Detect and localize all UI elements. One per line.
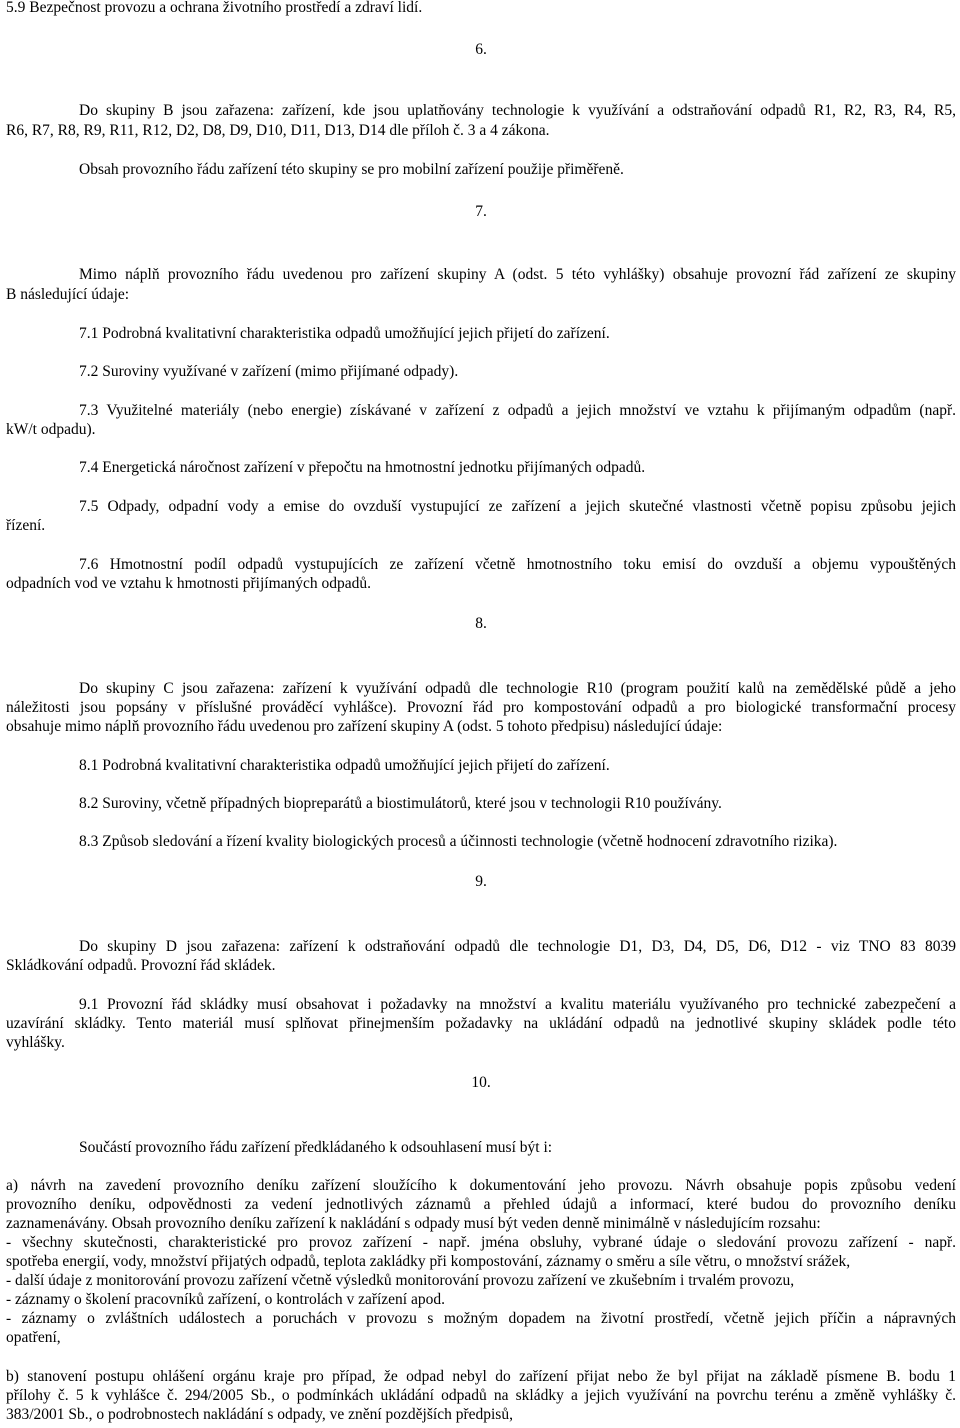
paragraph-line: odpadních vod ve vztahu k hmotnosti přijímaných odpadů. (6, 575, 372, 592)
paragraph-line: obsahuje mimo náplň provozního řádu uvedenou pro zařízení skupiny A (odst. 5 tohoto předpisu) následující údaje: (6, 718, 723, 735)
section-heading-5-9: 5.9 Bezpečnost provozu a ochrana životního prostředí a zdraví lidí. (6, 0, 423, 16)
paragraph-line: opatření, (6, 1329, 61, 1346)
paragraph-line: uzavírání skládky. Tento materiál musí splňovat přinejmenším požadavky na ukládání odpadů na jednotlivé skupiny skládek podle této (6, 1015, 956, 1032)
paragraph-line: - další údaje z monitorování provozu zařízení včetně výsledků monitorování provozu zařízení ve zkušebním i trvalém provozu, (6, 1272, 795, 1289)
list-item-8-2: 8.2 Suroviny, včetně případných biopreparátů a biostimulátorů, které jsou v technologii R10 používány. (79, 795, 722, 812)
list-item-7-5: 7.5 Odpady, odpadní vody a emise do ovzduší vystupující ze zařízení a jejich skutečné vlastnosti včetně popisu způsobu jejich (79, 498, 956, 515)
list-item-7-3: 7.3 Využitelné materiály (nebo energie) získávané v zařízení z odpadů a jejich množství ve vztahu k přijímaným odpadům (např. (79, 402, 956, 419)
section-number-8: 8. (475, 615, 487, 632)
paragraph-line: provozního deníku, odpovědnosti za vedení jednotlivých záznamů a přehled údajů a informací, které budou do provozního deníku (6, 1196, 956, 1213)
section-number-9: 9. (475, 873, 487, 890)
list-item-8-3: 8.3 Způsob sledování a řízení kvality biologických procesů a účinnosti technologie (včetně hodnocení zdravotního rizika). (79, 833, 838, 850)
paragraph-line: Mimo náplň provozního řádu uvedenou pro zařízení skupiny A (odst. 5 této vyhlášky) obsahuje provozní řád zařízení ze skupiny (79, 266, 956, 283)
paragraph-line: B následující údaje: (6, 286, 130, 303)
paragraph-line: přílohy č. 5 k vyhlášce č. 294/2005 Sb., o podmínkách ukládání odpadů na skládky a jejich využívání na povrchu terénu a změně vyhlášky č. (6, 1387, 956, 1404)
paragraph-line: - záznamy o zvláštních událostech a poruchách v provozu s možným dopadem na životní prostředí, včetně jejich příčin a nápravných (6, 1310, 956, 1327)
list-item-a: a) návrh na zavedení provozního deníku zařízení sloužícího k dokumentování jeho provozu. Návrh obsahuje popis způsobu vedení (6, 1177, 956, 1194)
paragraph-line: Do skupiny D jsou zařazena: zařízení k odstraňování odpadů dle technologie D1, D3, D4, D5, D6, D12 - viz TNO 83 8039 (79, 938, 956, 955)
paragraph-line: Součástí provozního řádu zařízení předkládaného k odsouhlasení musí být i: (79, 1139, 553, 1156)
paragraph-line: řízení. (6, 517, 46, 534)
paragraph-line: spotřeba energií, vody, množství přijatých odpadů, teplota zakládky při kompostování, záznamy o směru a síle větru, o množství srážek, (6, 1253, 851, 1270)
list-item-8-1: 8.1 Podrobná kvalitativní charakteristika odpadů umožňující jejich přijetí do zařízení. (79, 757, 610, 774)
paragraph-line: Obsah provozního řádu zařízení této skupiny se pro mobilní zařízení použije přiměřeně. (79, 161, 624, 178)
paragraph-line: 383/2001 Sb., o podrobnostech nakládání s odpady, ve znění pozdějších předpisů, (6, 1406, 513, 1423)
paragraph-line: Do skupiny C jsou zařazena: zařízení k využívání odpadů dle technologie R10 (program použití kalů na zemědělské půdě a jeho (79, 680, 956, 697)
list-item-7-6: 7.6 Hmotnostní podíl odpadů vystupujících ze zařízení včetně hmotnostního toku emisí do ovzduší a objemu vypouštěných (79, 556, 956, 573)
section-number-7: 7. (475, 203, 487, 220)
paragraph-line: R6, R7, R8, R9, R11, R12, D2, D8, D9, D10, D11, D13, D14 dle příloh č. 3 a 4 zákona. (6, 122, 550, 139)
paragraph-line: zaznamenávány. Obsah provozního deníku zařízení k nakládání s odpady musí být veden denně minimálně v následujícím rozsahu: (6, 1215, 821, 1232)
section-number-6: 6. (475, 41, 487, 58)
list-item-7-4: 7.4 Energetická náročnost zařízení v přepočtu na hmotnostní jednotku přijímaných odpadů. (79, 459, 646, 476)
section-number-10: 10. (471, 1074, 491, 1091)
paragraph-line: vyhlášky. (6, 1034, 65, 1051)
list-item-9-1: 9.1 Provozní řád skládky musí obsahovat i požadavky na množství a kvalitu materiálu využívaného pro technické zabezpečení a (79, 996, 956, 1013)
list-item-7-1: 7.1 Podrobná kvalitativní charakteristika odpadů umožňující jejich přijetí do zařízení. (79, 325, 610, 342)
list-item-b: b) stanovení postupu ohlášení orgánu kraje pro případ, že odpad nebyl do zařízení přijat nebo že byl přijat na základě písmene B. bodu 1 (6, 1368, 956, 1385)
paragraph-line: náležitosti jsou popsány v příslušné prováděcí vyhlášce). Provozní řád pro kompostování odpadů a pro biologické transformační procesy (6, 699, 956, 716)
paragraph-line: Do skupiny B jsou zařazena: zařízení, kde jsou uplatňovány technologie k využívání a odstraňování odpadů R1, R2, R3, R4, R5, (79, 102, 956, 119)
list-item-7-2: 7.2 Suroviny využívané v zařízení (mimo přijímané odpady). (79, 363, 459, 380)
paragraph-line: - záznamy o školení pracovníků zařízení, o kontrolách v zařízení apod. (6, 1291, 445, 1308)
paragraph-line: Skládkování odpadů. Provozní řád skládek. (6, 957, 276, 974)
paragraph-line: kW/t odpadu). (6, 421, 96, 438)
paragraph-line: - všechny skutečnosti, charakteristické pro provoz zařízení - např. jména obsluhy, vybrané údaje o sledování provozu zařízení - např. (6, 1234, 956, 1251)
